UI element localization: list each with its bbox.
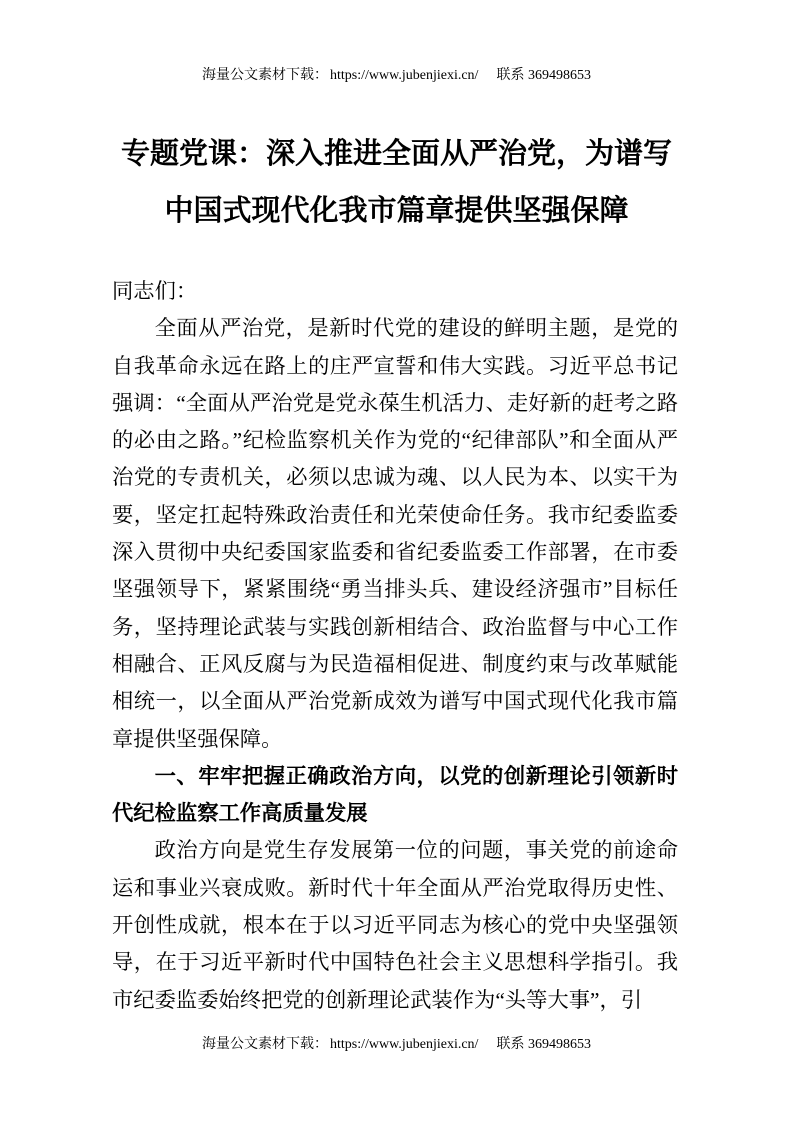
watermark-label: 海量公文素材下载： [202, 68, 329, 83]
body-paragraph-1: 全面从严治党，是新时代党的建设的鲜明主题，是党的自我革命永远在路上的庄严宣誓和伟大实践。习近平总书记强调：“全面从严治党是党永葆生机活力、走好新的赶考之路的必由之路。”纪检监察机关作为党的“纪律部队”和全面从严治党的专责机关，必须以忠诚为魂、以人民为本、以实干为要，坚定扛起特殊政治责任和光荣使命任务。我市纪委监委深入贯彻中央纪委国家监委和省纪委监委工作部署，在市委坚强领导下，紧紧围绕“勇当排头兵、建设经济强市”目标任务，坚持理论武装与实践创新相结合、政治监督与中心工作相融合、正风反腐与为民造福相促进、制度约束与改革赋能相统一，以全面从严治党新成效为谱写中国式现代化我市篇章提供坚强保障。 [112, 316, 678, 751]
watermark-url: https://www.jubenjiexi.cn/ [330, 1037, 479, 1052]
page-header-watermark [0, 66, 793, 86]
watermark-contact: 联系 369498653 [496, 1037, 591, 1052]
watermark-contact: 联系 369498653 [496, 68, 591, 83]
body-paragraph-2: 政治方向是党生存发展第一位的问题，事关党的前途命运和事业兴衰成败。新时代十年全面从严治党取得历史性、开创性成就，根本在于以习近平同志为核心的党中央坚强领导，在于习近平新时代中国特色社会主义思想科学指引。我市纪委监委始终把党的创新理论武装作为“头等大事”，引 [112, 838, 678, 1012]
document-body [112, 273, 678, 1019]
document-title: 专题党课：深入推进全面从严治党，为谱写中国式现代化我市篇章提供坚强保障 [120, 138, 672, 227]
salutation-line: 同志们： [112, 279, 198, 303]
section-heading-1: 一、牢牢把握正确政治方向，以党的创新理论引领新时代纪检监察工作高质量发展 [112, 763, 678, 827]
page-footer-watermark [0, 1035, 793, 1055]
watermark-url: https://www.jubenjiexi.cn/ [330, 68, 479, 83]
watermark-label: 海量公文素材下载： [202, 1037, 329, 1052]
